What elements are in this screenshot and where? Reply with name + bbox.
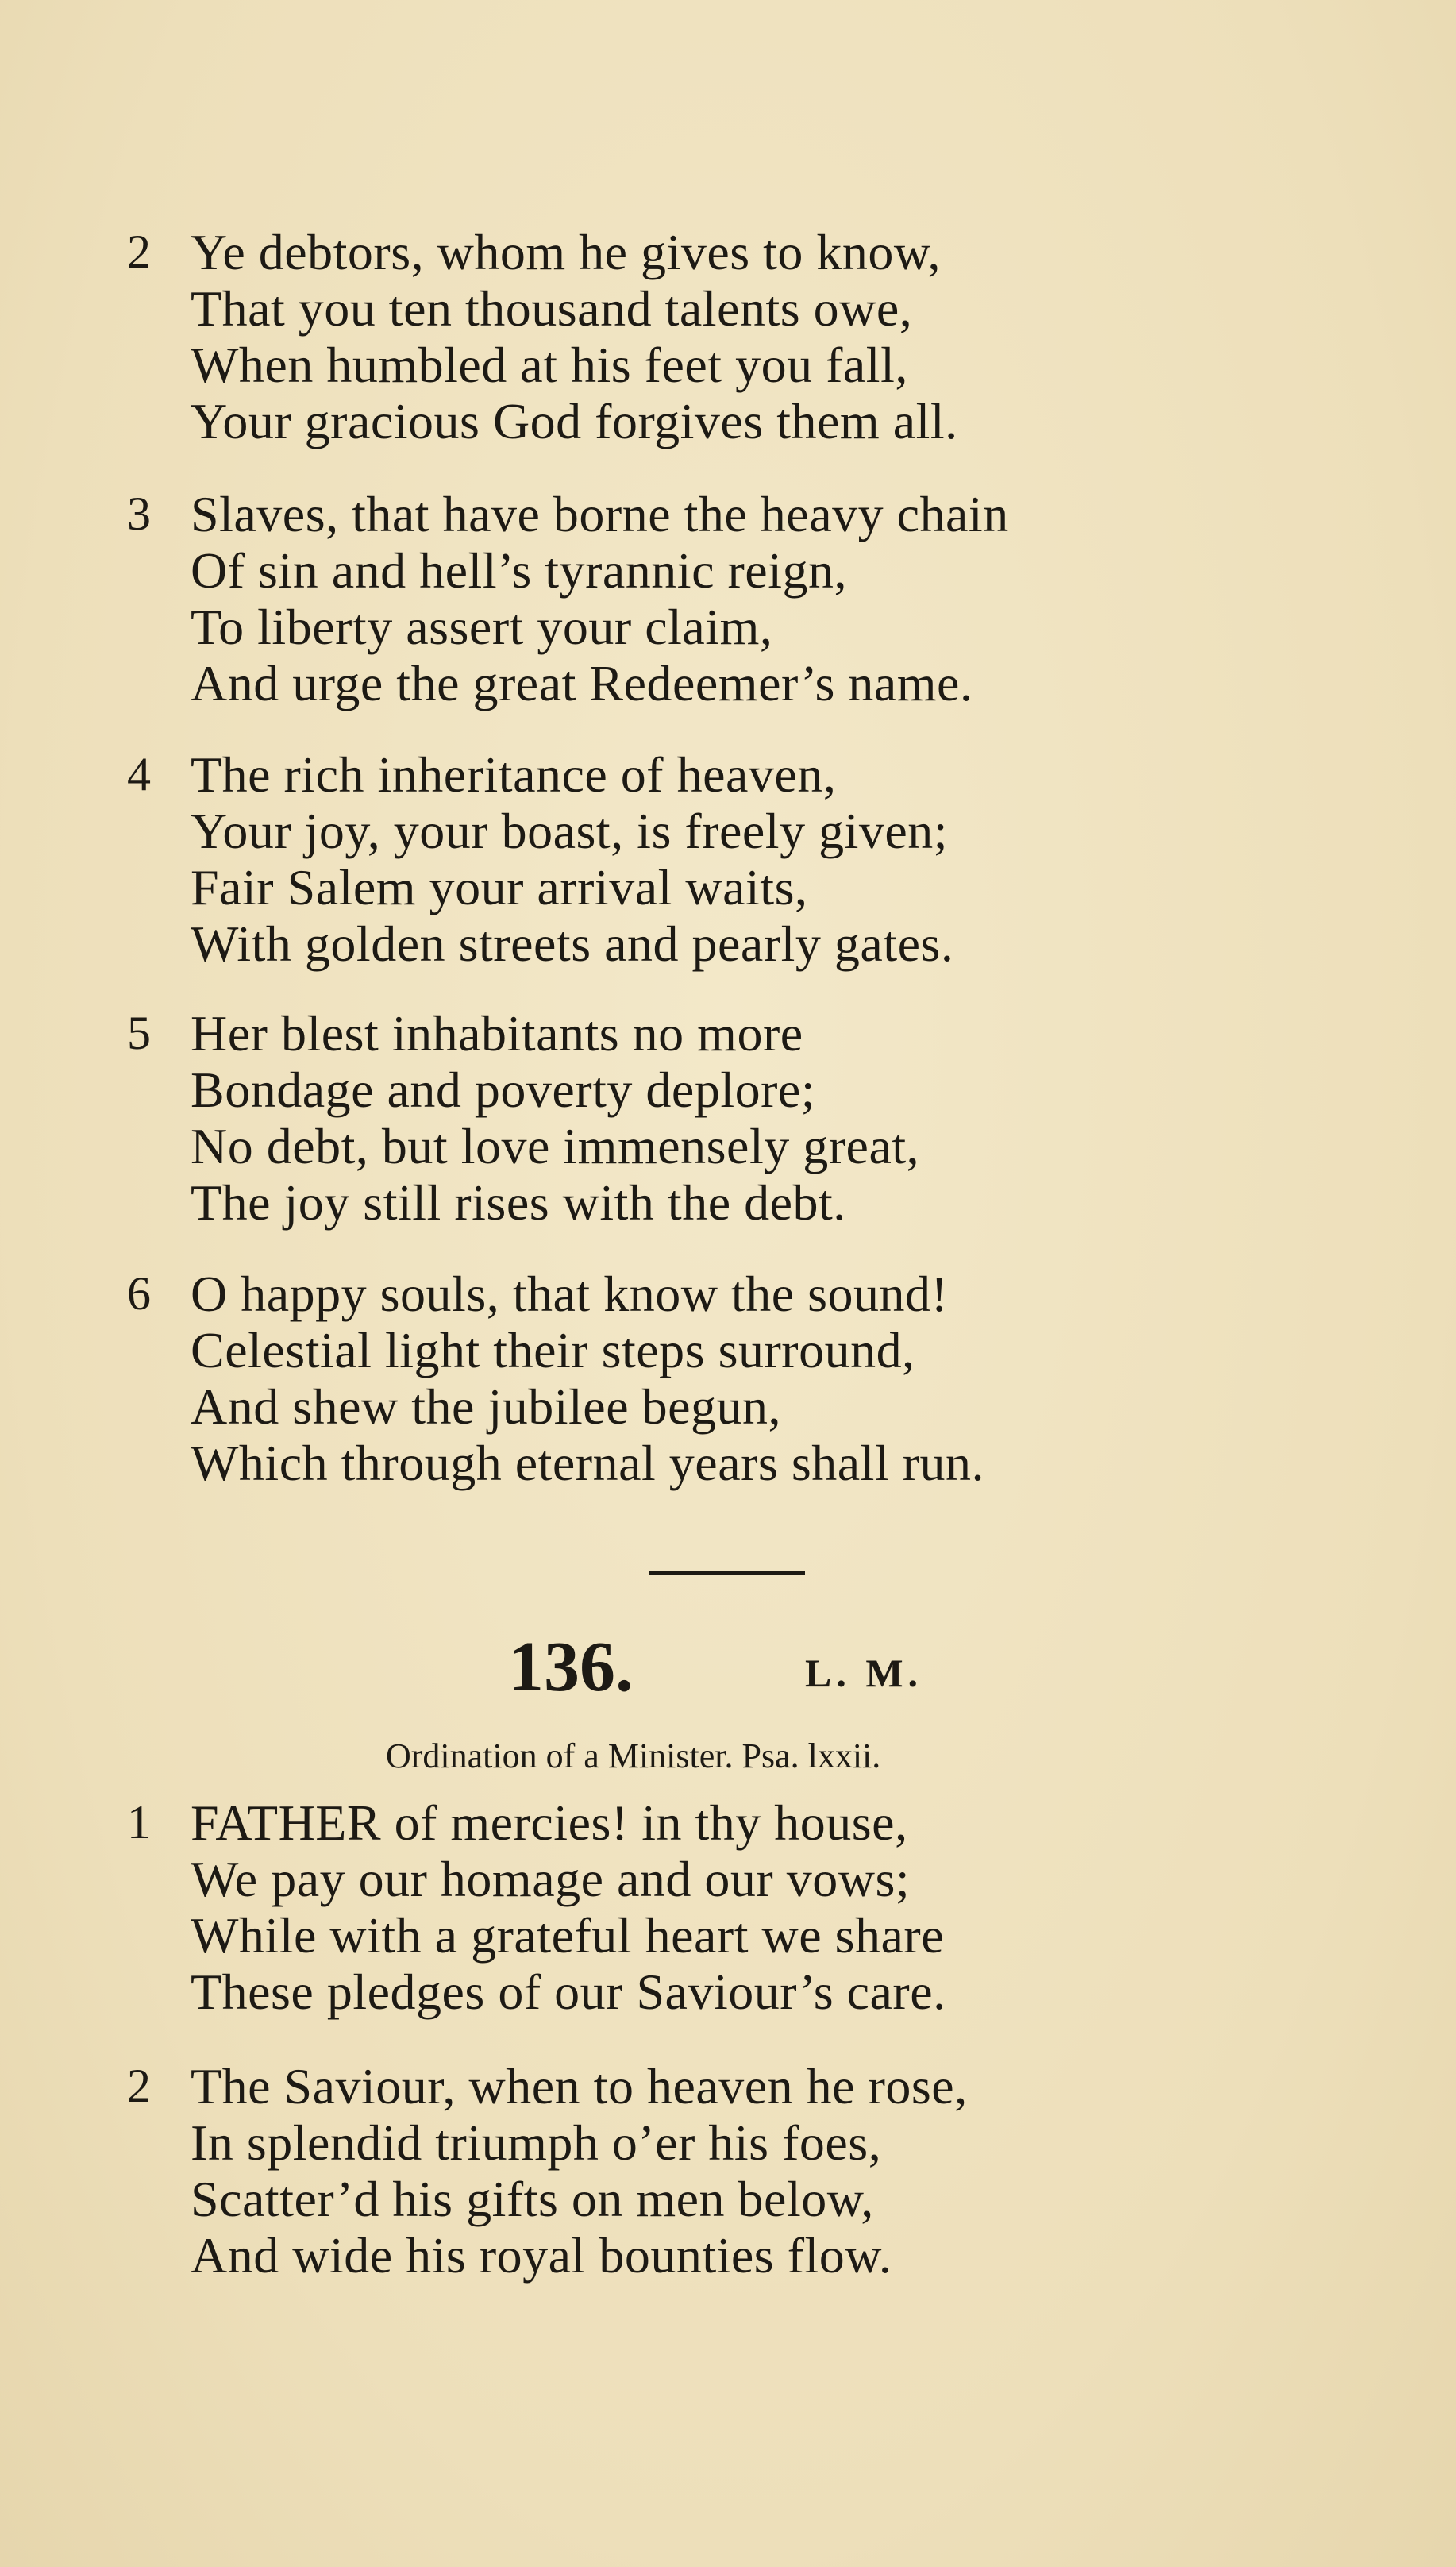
verse-line: The Saviour, when to heaven he rose,: [191, 2058, 968, 2114]
verse-line: O happy souls, that know the sound!: [191, 1266, 949, 1322]
verse-line: FATHER of mercies! in thy house,: [191, 1794, 908, 1851]
verse-line: Slaves, that have borne the heavy chain: [191, 486, 1009, 542]
verse-line: And wide his royal bounties flow.: [191, 2227, 892, 2284]
verse-line: These pledges of our Saviour’s care.: [191, 1964, 946, 2020]
verse-line: No debt, but love immensely great,: [191, 1118, 920, 1174]
verse-line: And shew the jubilee begun,: [191, 1378, 781, 1435]
verse-line: Her blest inhabitants no more: [191, 1005, 803, 1062]
verse-line: Scatter’d his gifts on men below,: [191, 2171, 874, 2227]
stanza-number: 1: [127, 1796, 151, 1848]
stanza-2: [127, 224, 1159, 449]
stanza-number: 6: [127, 1267, 151, 1320]
verse-line: In splendid triumph o’er his foes,: [191, 2114, 882, 2171]
verse-line: Fair Salem your arrival waits,: [191, 859, 808, 915]
verse-line: And urge the great Redeemer’s name.: [191, 655, 973, 711]
verse-line: Of sin and hell’s tyrannic reign,: [191, 542, 847, 599]
verse-line: Bondage and poverty deplore;: [191, 1062, 816, 1118]
verse-line: When humbled at his feet you fall,: [191, 337, 908, 393]
stanza-number: 2: [127, 225, 151, 278]
stanza-1: [127, 1794, 1159, 2020]
hymn-number: 136.: [508, 1628, 634, 1706]
verse-line: With golden streets and pearly gates.: [191, 915, 954, 972]
verse-line: To liberty assert your claim,: [191, 599, 773, 655]
hymn-meter: L. M.: [805, 1651, 923, 1695]
stanza-4: [127, 746, 1159, 972]
verse-line: That you ten thousand talents owe,: [191, 280, 913, 337]
verse-line: The rich inheritance of heaven,: [191, 746, 837, 803]
verse-line: Your gracious God forgives them all.: [191, 393, 958, 449]
verse-line: Ye debtors, whom he gives to know,: [191, 224, 941, 280]
stanza-number: 3: [127, 488, 151, 540]
hymn-heading: [508, 1628, 1064, 1707]
stanza-number: 5: [127, 1007, 151, 1059]
stanza-2-hymn-136: [127, 2058, 1159, 2284]
section-divider: [649, 1571, 805, 1575]
stanza-number: 2: [127, 2060, 151, 2112]
verse-line: Celestial light their steps surround,: [191, 1322, 915, 1378]
verse-line: While with a grateful heart we share: [191, 1907, 945, 1964]
stanza-5: [127, 1005, 1159, 1231]
stanza-number: 4: [127, 748, 151, 800]
verse-line: We pay our homage and our vows;: [191, 1851, 911, 1907]
verse-line: The joy still rises with the debt.: [191, 1174, 846, 1231]
stanza-3: [127, 486, 1159, 711]
hymn-subtitle: Ordination of a Minister. Psa. lxxii.: [386, 1736, 881, 1775]
verse-line: Your joy, your boast, is freely given;: [191, 803, 949, 859]
stanza-6: [127, 1266, 1159, 1491]
verse-line: Which through eternal years shall run.: [191, 1435, 984, 1491]
